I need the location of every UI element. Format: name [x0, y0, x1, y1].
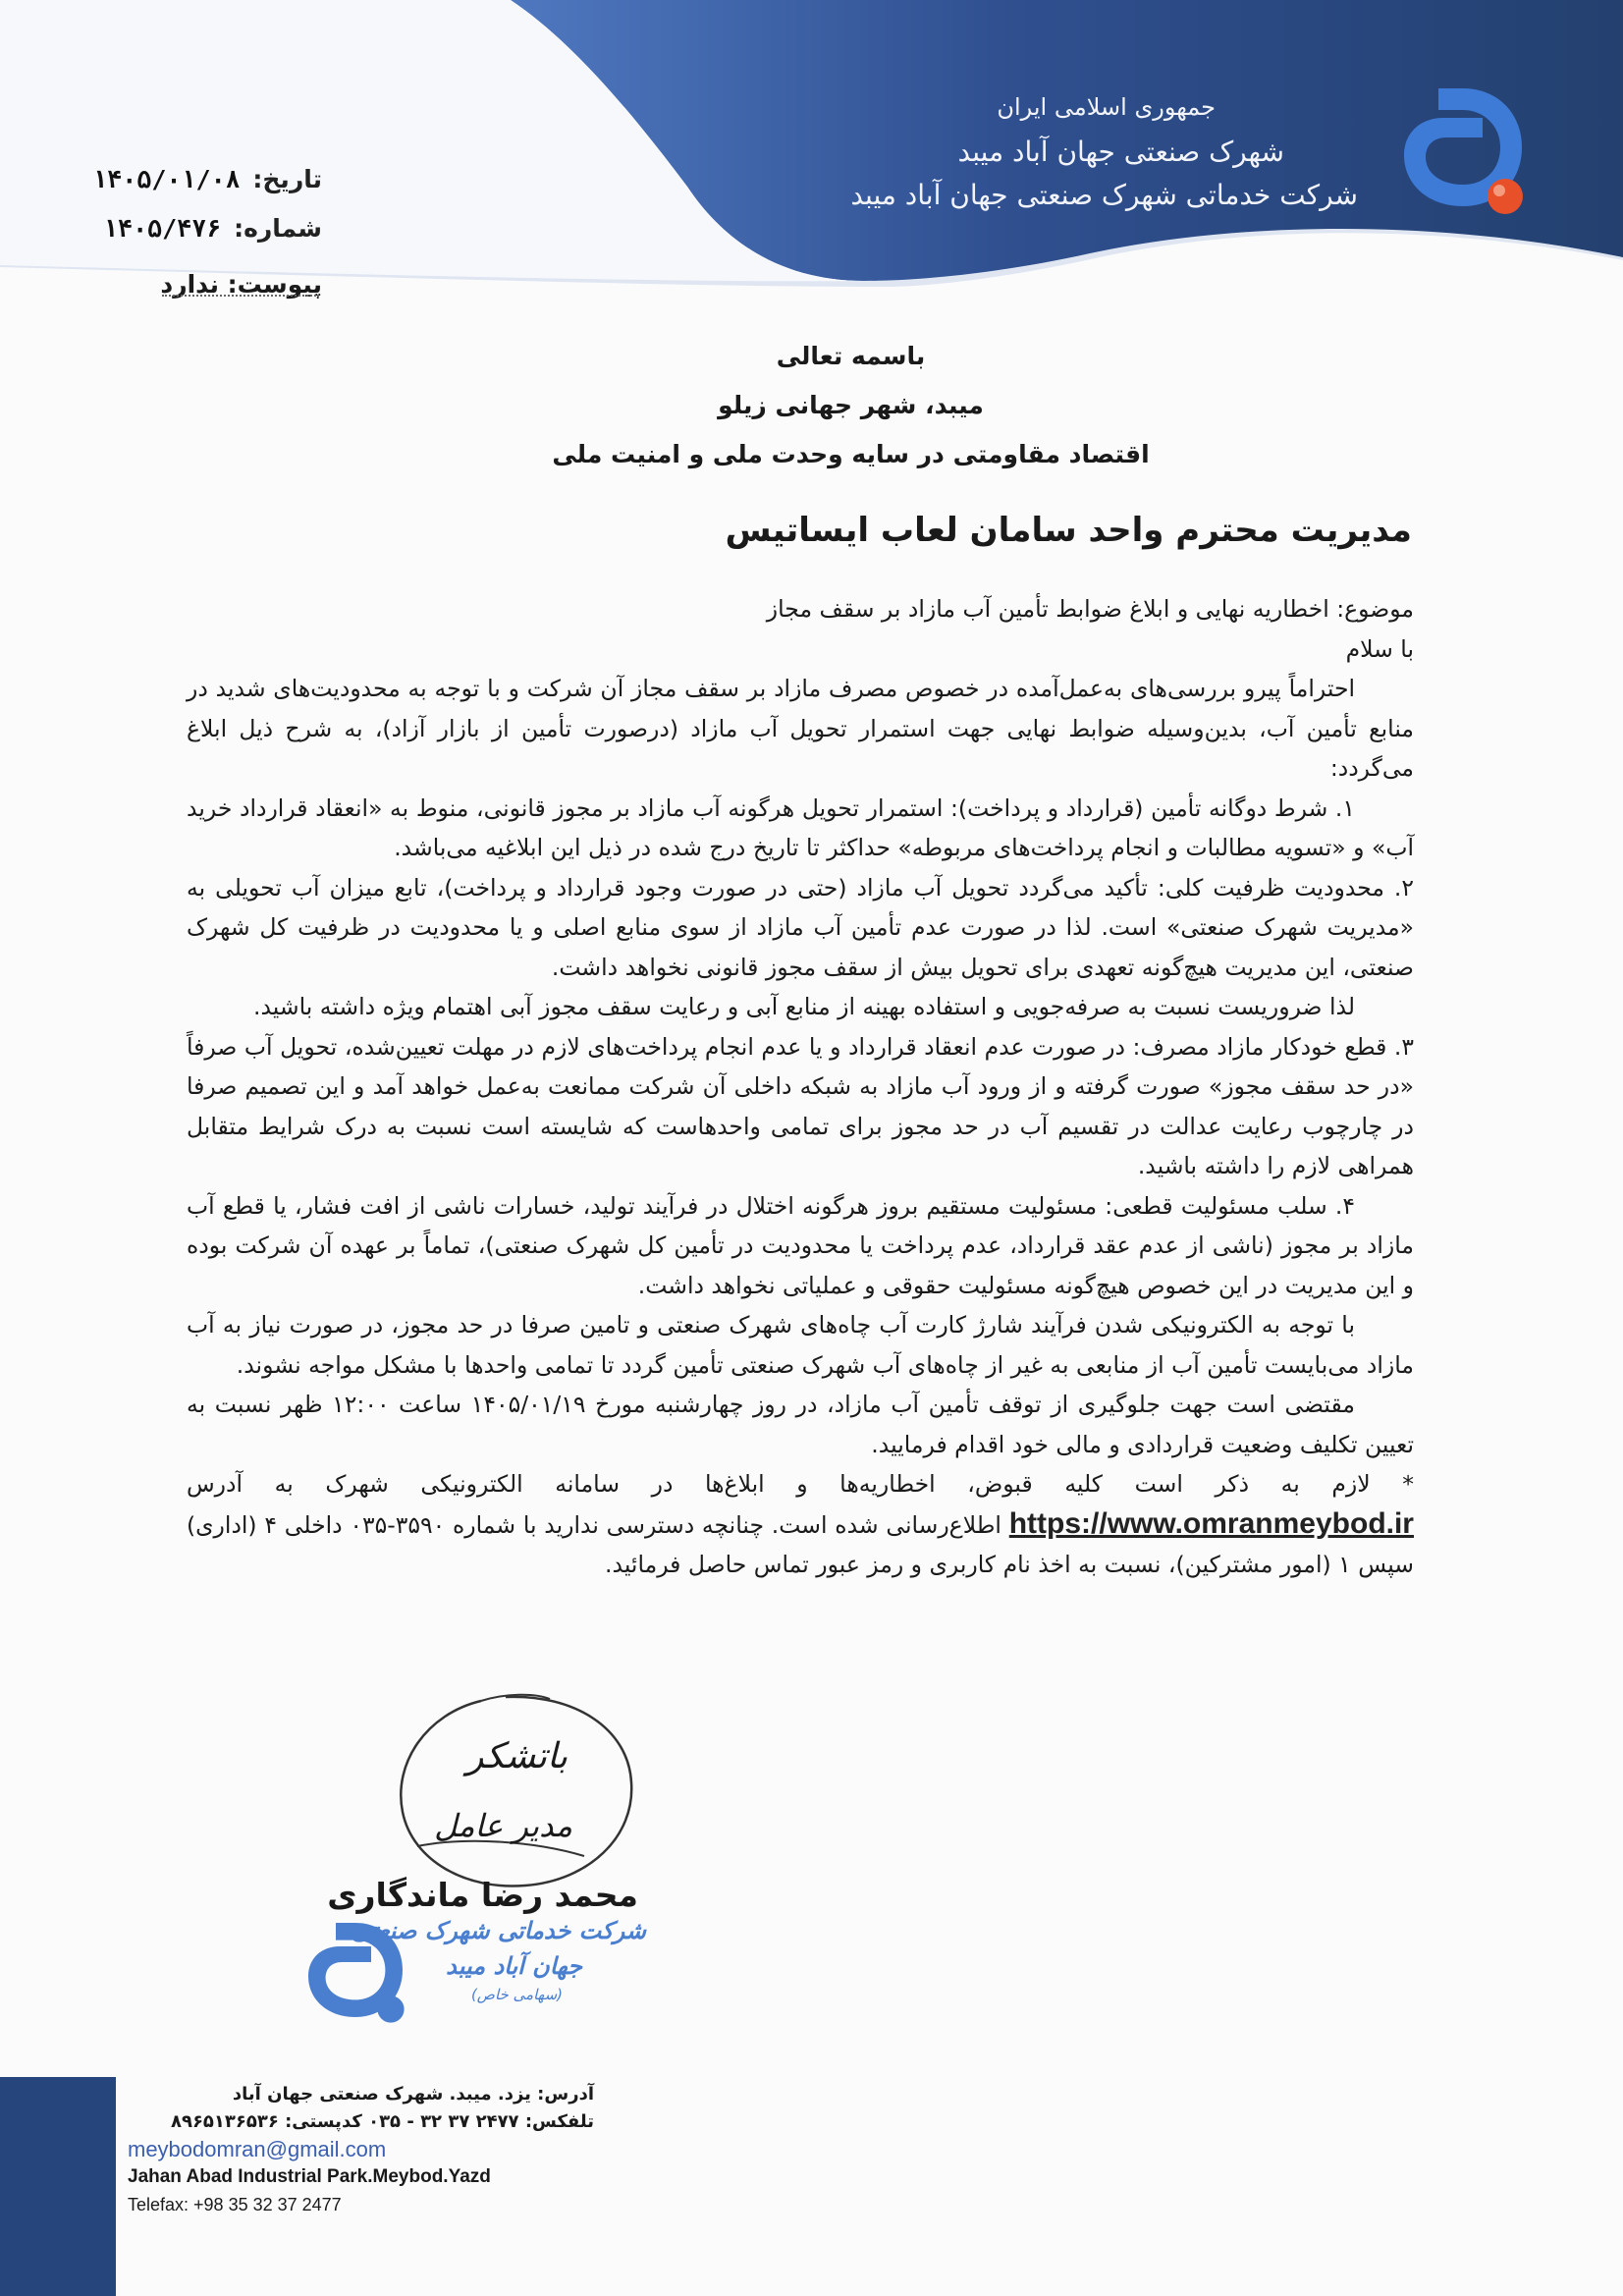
- stamp-company-line2: جهان آباد میبد: [446, 1952, 582, 1980]
- date-label: تاریخ:: [252, 165, 322, 193]
- website-link[interactable]: https://www.omranmeybod.ir: [1008, 1506, 1414, 1540]
- footer-park: Jahan Abad Industrial Park.Meybod.Yazd: [128, 2166, 491, 2187]
- signatory-title: مدیر عامل: [434, 1807, 572, 1844]
- city-line: میبد، شهر جهانی زیلو: [718, 391, 984, 419]
- header-service-company: شرکت خدماتی شهرک صنعتی جهان آباد میبد: [850, 179, 1358, 211]
- addressee: مدیریت محترم واحد سامان لعاب ایساتیس: [725, 511, 1412, 550]
- stamp-company-type: (سهامی خاص): [470, 1986, 563, 2003]
- paragraph-conservation: لذا ضروریست نسبت به صرفه‌جویی و استفاده بهینه از منابع آبی و رعایت سقف مجوز آبی اهتمام ویژه داشته باشید.: [252, 993, 1355, 1020]
- footer-phone: تلفکس: ۲۴۷۷ ۳۷ ۳۲ - ۰۳۵ کدپستی: ۸۹۶۵۱۳۶۵۳۶: [170, 2111, 594, 2132]
- paragraph-item-1: ۱. شرط دوگانه تأمین (قرارداد و پرداخت): استمرار تحویل هرگونه آب مازاد بر مجوز قانونی، منوط به «انعقاد قرارداد خرید آب» و «تسویه مطالبات و انجام پرداخت‌های مربوطه» حداکثر تا تاریخ درج شده در ذیل این ابلاغیه می‌باشد.: [187, 793, 1414, 861]
- footer-bar: [0, 2077, 116, 2296]
- slogan: اقتصاد مقاومتی در سایه وحدت ملی و امنیت ملی: [552, 440, 1150, 468]
- paragraph-electronic: با توجه به الکترونیکی شدن فرآیند شارژ کارت آب چاه‌های شهرک صنعتی و تامین صرفا در حد مجوز، در صورت نیاز به آب مازاد می‌بایست تأمین آب از منابعی به غیر از چاه‌های آب شهرک صنعتی تأمین گردد تا تمامی واحدها با مشکل مواجه نشوند.: [187, 1311, 1414, 1379]
- footer-telefax: Telefax: +98 35 32 37 2477: [128, 2195, 342, 2214]
- header-republic: جمهوری اسلامی ایران: [997, 93, 1216, 121]
- letter-number: [103, 214, 322, 243]
- number-label: شماره:: [234, 214, 322, 243]
- number-value: ۱۴۰۵/۴۷۶: [102, 214, 222, 243]
- paragraph-item-4: ۴. سلب مسئولیت قطعی: مسئولیت مستقیم بروز هرگونه اختلال در فرآیند تولید، خسارات ناشی از افت فشار، یا قطع آب مازاد بر مجوز (ناشی از عدم عقد قرارداد، عدم پرداخت یا محدودیت در تأمین کل شهرک صنعتی)، تماماً بر عهده آن شرکت بوده و این مدیریت در این خصوص هیچ‌گونه مسئولیت حقوقی و عملیاتی نخواهد داشت.: [187, 1191, 1414, 1299]
- paragraph-intro: احتراماً پیرو بررسی‌های به‌عمل‌آمده در خصوص مصرف مازاد بر سقف مجاز آن شرکت و با توجه به محدودیت‌های شدید در منابع تأمین آب، بدین‌وسیله ضوابط نهایی جهت استمرار تحویل آب مازاد (درصورت تأمین از بازار آزاد)، به شرح ذیل ابلاغ می‌گردد:: [187, 675, 1414, 782]
- subject: موضوع: اخطاریه نهایی و ابلاغ ضوابط تأمین آب مازاد بر سقف مجاز: [766, 595, 1414, 623]
- attachment: پیوست: ندارد: [160, 270, 322, 299]
- greeting: با سلام: [1345, 634, 1414, 663]
- footer-email[interactable]: meybodomran@gmail.com: [128, 2137, 387, 2161]
- notice-text-continued: اطلاع‌رسانی شده است. چنانچه دسترسی ندارید با شماره ۳۵۹۰-۰۳۵ داخلی ۴ (اداری) سپس ۱ (امور مشترکین)، نسبت به اخذ نام کاربری و رمز عبور تماس حاصل فرمائید.: [187, 1510, 1414, 1578]
- letter-body: [187, 589, 1414, 1585]
- footer-address: آدرس: یزد. میبد. شهرک صنعتی جهان آباد: [232, 2084, 594, 2105]
- signature-thanks: باتشکر: [466, 1736, 568, 1777]
- signature-scribble: [388, 1689, 638, 1900]
- bismillah: باسمه تعالی: [776, 342, 926, 370]
- paragraph-notice: [187, 1464, 1414, 1585]
- company-logo: [1389, 79, 1537, 226]
- paragraph-item-2: ۲. محدودیت ظرفیت کلی: تأکید می‌گردد تحویل آب مازاد (حتی در صورت وجود قرارداد و پرداخت)، تابع میزان آب تحویلی به «مدیریت شهرک صنعتی» است. لذا در صورت عدم تأمین آب مازاد از سوی منابع اصلی و یا محدودیت در ظرفیت کل شهرک صنعتی، این مدیریت هیچ‌گونه تعهدی برای تحویل بیش از سقف مجوز قانونی نخواهد داشت.: [187, 873, 1414, 981]
- attachment-dotted-line: [162, 295, 319, 297]
- paragraph-deadline: مقتضی است جهت جلوگیری از توقف تأمین آب مازاد، در روز چهارشنبه مورخ ۱۴۰۵/۰۱/۱۹ ساعت ۱۲:۰۰ ظهر نسبت به تعیین تکلیف وضعیت قراردادی و مالی خود اقدام فرمایید.: [187, 1391, 1414, 1458]
- notice-text: * لازم به ذکر است کلیه قبوض، اخطاریه‌ها و ابلاغ‌ها در سامانه الکترونیکی شهرک به آدرس: [187, 1470, 1414, 1498]
- header-company: شهرک صنعتی جهان آباد میبد: [957, 136, 1284, 168]
- signatory-name: محمد رضا ماندگاری: [327, 1876, 638, 1914]
- stamp-company-line1: شرکت خدماتی شهرک صنعتی: [351, 1917, 646, 1944]
- letter-date: [92, 165, 322, 193]
- date-value: ۱۴۰۵/۰۱/۰۸: [92, 165, 241, 193]
- paragraph-item-3: ۳. قطع خودکار مازاد مصرف: در صورت عدم انعقاد قرارداد و یا عدم انجام پرداخت‌های لازم در مهلت تعیین‌شده، تحویل آب صرفاً «در حد سقف مجوز» صورت گرفته و از ورود آب مازاد به شبکه داخلی آن شرکت ممانعت به‌عمل خواهد آمد و این تصمیم صرفا در چارچوب رعایت عدالت در تقسیم آب در حد مجوز برای تمامی واحدهاست که شایسته است نسبت به درک شرایط متقابل همراهی لازم را داشته باشید.: [187, 1032, 1414, 1179]
